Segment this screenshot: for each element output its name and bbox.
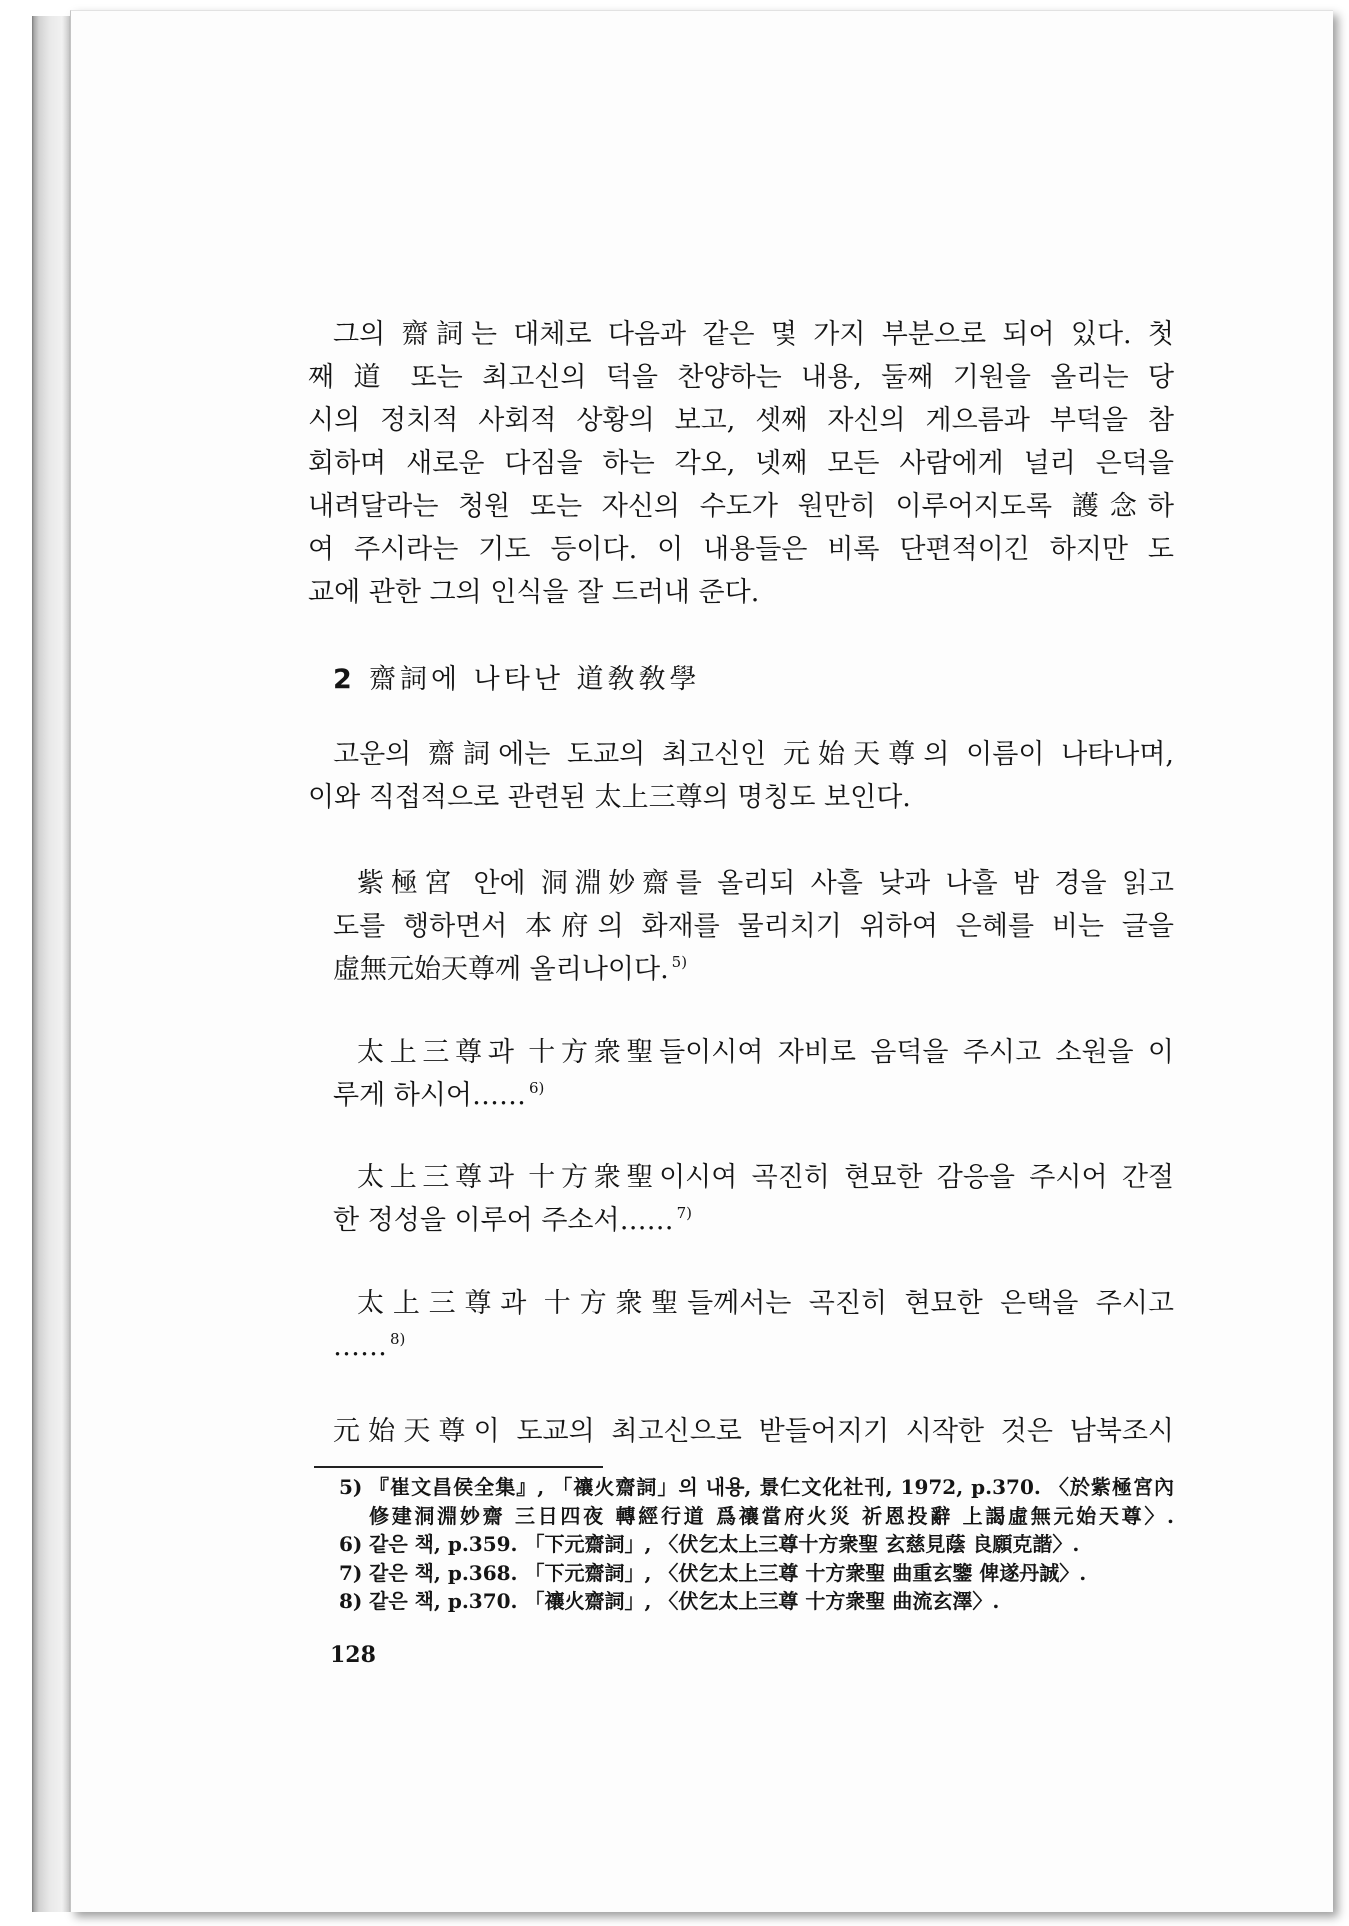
footnote-line: 같은 책, p.359. 「下元齋詞」, 〈伏乞太上三尊十方衆聖 玄慈見蔭 良願克諧〉. <box>369 1532 1080 1557</box>
paragraph-line: 교에 관한 그의 인식을 잘 드러내 준다. <box>308 577 760 608</box>
block-quote-4 <box>333 1282 1174 1368</box>
quote-line: 도를 행하면서 本府의 화재를 물리치기 위하여 은혜를 비는 글을 <box>333 911 1174 942</box>
footnote-marker: 7) <box>339 1560 363 1585</box>
paragraph-line: 元始天尊이 도교의 최고신으로 받들어지기 시작한 것은 남북조시 <box>333 1416 1174 1447</box>
paragraph-line: 여 주시라는 기도 등이다. 이 내용들은 비록 단편적이긴 하지만 도 <box>308 534 1174 565</box>
paragraph-line: 시의 정치적 사회적 상황의 보고, 셋째 자신의 게으름과 부덕을 참 <box>308 405 1174 436</box>
book-page <box>70 10 1333 1912</box>
footnote-6 <box>339 1530 1174 1559</box>
paragraph-line: 내려달라는 청원 또는 자신의 수도가 원만히 이루어지도록 護念하 <box>308 491 1174 522</box>
page-number: 128 <box>330 1642 376 1668</box>
footnote-line: 같은 책, p.368. 「下元齋詞」, 〈伏乞太上三尊 十方衆聖 曲重玄鑒 俾遂丹誠〉. <box>369 1560 1087 1585</box>
quote-line <box>333 1325 1174 1368</box>
paragraph-2 <box>308 733 1174 819</box>
footnote-line: 같은 책, p.370. 「禳火齋詞」, 〈伏乞太上三尊 十方衆聖 曲流玄澤〉. <box>369 1589 1000 1614</box>
footnote-8 <box>339 1587 1174 1616</box>
footnote-divider <box>314 1466 603 1468</box>
block-quote-2 <box>333 1031 1174 1117</box>
quote-line-text: 한 정성을 이루어 주소서…… <box>333 1205 674 1236</box>
quote-line-text: 루게 하시어…… <box>333 1080 526 1111</box>
section-number: 2 <box>333 664 352 695</box>
paragraph-line: 고운의 齋詞에는 도교의 최고신인 元始天尊의 이름이 나타나며, <box>333 739 1174 770</box>
section-heading <box>333 658 701 701</box>
paragraph-line: 이와 직접적으로 관련된 太上三尊의 명칭도 보인다. <box>308 782 911 813</box>
footnote-marker: 6) <box>339 1532 363 1557</box>
paragraph-line: 그의 齋詞는 대체로 다음과 같은 몇 가지 부분으로 되어 있다. 첫 <box>333 319 1174 350</box>
quote-line <box>333 948 1174 991</box>
quote-line: 紫極宮 안에 洞淵妙齋를 올리되 사흘 낮과 나흘 밤 경을 읽고 <box>357 868 1174 899</box>
footnote-line: 修建洞淵妙齋 三日四夜 轉經行道 爲禳當府火災 祈恩投辭 上謁虛無元始天尊〉. <box>369 1503 1174 1528</box>
footnote-ref: 8) <box>390 1330 406 1348</box>
footnote-ref: 5) <box>671 953 688 971</box>
quote-line: 太上三尊과 十方衆聖들께서는 곡진히 현묘한 은택을 주시고 <box>357 1288 1174 1319</box>
footnote-ref: 6) <box>529 1079 545 1097</box>
quote-line-text: …… <box>333 1331 387 1362</box>
footnote-line: 『崔文昌侯全集』, 「禳火齋詞」의 내용, 景仁文化社刊, 1972, p.370. 〈於紫極宮內 <box>369 1475 1174 1499</box>
section-title: 齋詞에 나타난 道敎敎學 <box>369 664 701 695</box>
footnote-marker: 8) <box>339 1589 363 1614</box>
footnote-7 <box>339 1559 1174 1588</box>
paragraph-1 <box>308 313 1174 614</box>
paragraph-line: 째 道 또는 최고신의 덕을 찬양하는 내용, 둘째 기원을 올리는 당 <box>308 362 1174 393</box>
paragraph-3 <box>308 1410 1174 1453</box>
footnotes <box>339 1473 1174 1616</box>
quote-line <box>333 1199 1174 1242</box>
footnote-5 <box>339 1473 1174 1530</box>
quote-line-text: 虛無元始天尊께 올리나이다. <box>333 954 669 985</box>
paragraph-line: 회하며 새로운 다짐을 하는 각오, 넷째 모든 사람에게 널리 은덕을 <box>308 448 1174 479</box>
quote-line: 太上三尊과 十方衆聖들이시여 자비로 음덕을 주시고 소원을 이 <box>357 1037 1174 1068</box>
quote-line: 太上三尊과 十方衆聖이시여 곡진히 현묘한 감응을 주시어 간절 <box>357 1162 1174 1193</box>
block-quote-3 <box>333 1156 1174 1242</box>
quote-line <box>333 1074 1174 1117</box>
page-stack-edge <box>32 16 72 1912</box>
footnote-marker: 5) <box>339 1475 363 1499</box>
block-quote-1 <box>333 862 1174 991</box>
footnote-ref: 7) <box>676 1204 692 1222</box>
